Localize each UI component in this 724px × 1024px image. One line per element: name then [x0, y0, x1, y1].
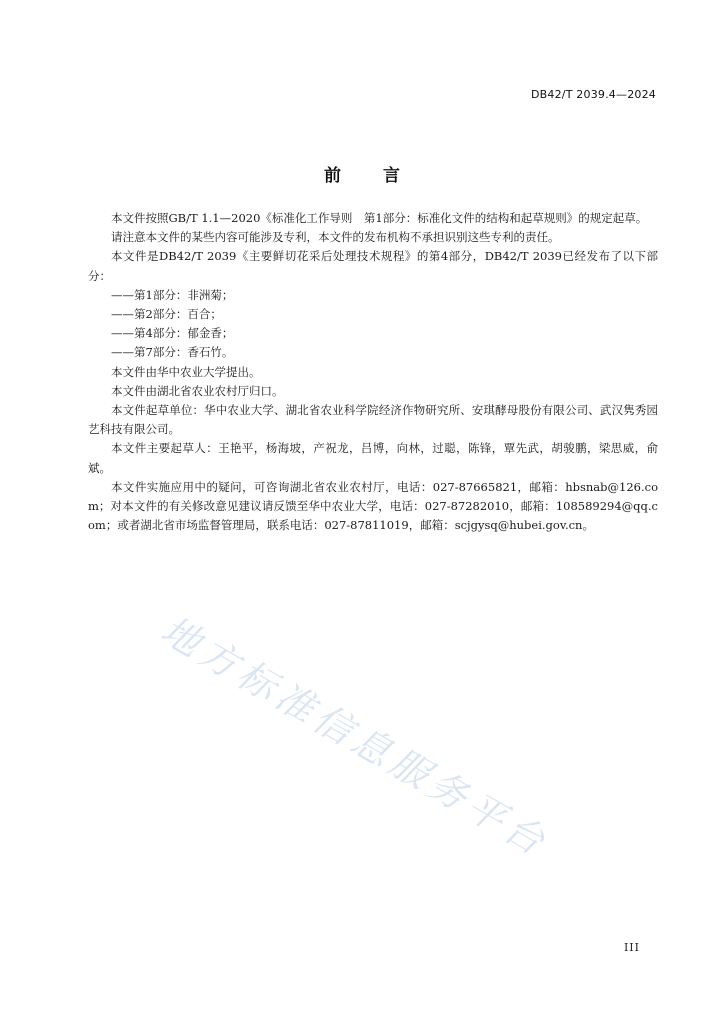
paragraph-administrator: 本文件由湖北省农业农村厅归口。 [111, 383, 284, 398]
paragraph-patent-notice: 请注意本文件的某些内容可能涉及专利，本文件的发布机构不承担识别这些专利的责任。 [111, 230, 560, 245]
page-number: III [623, 941, 640, 954]
paragraph-series-info: 本文件是DB42/T 2039《主要鲜切花采后处理技术规程》的第4部分，DB42/T 2039已经发布了以下部分： [88, 249, 658, 283]
watermark: 地方标准信息服务平台 [153, 607, 557, 866]
list-item-part-7: ——第7部分：香石竹。 [111, 345, 234, 360]
paragraph-contact-info: 本文件实施应用中的疑问，可咨询湖北省农业农村厅，电话：027-87665821，邮箱：hbsnab@126.com；对本文件的有关修改意见建议请反馈至华中农业大学，电话：027-87282010，邮箱：108589294@qq.com；或者湖北省市场监督管理局，联系电话：027-87811019，邮箱：scjgysq@hubei.gov.cn。 [88, 479, 658, 533]
paragraph-drafters: 本文件主要起草人：王艳平，杨海坡，产祝龙，吕博，向林，过聪，陈锋，覃先武，胡骏鹏，梁思威，俞斌。 [88, 441, 658, 475]
list-item-part-1: ——第1部分：非洲菊； [111, 287, 234, 302]
foreword-body [88, 209, 658, 535]
page-title: 前言 [324, 166, 442, 187]
list-item-part-2: ——第2部分：百合； [111, 307, 222, 322]
list-item-part-4: ——第4部分：郁金香； [111, 326, 234, 341]
paragraph-drafting-units: 本文件起草单位：华中农业大学、湖北省农业科学院经济作物研究所、安琪酵母股份有限公司、武汉隽秀园艺科技有限公司。 [88, 403, 658, 437]
document-code: DB42/T 2039.4—2024 [530, 88, 656, 101]
paragraph-proposer: 本文件由华中农业大学提出。 [111, 364, 261, 379]
paragraph-drafting-rules: 本文件按照GB/T 1.1—2020《标准化工作导则 第1部分：标准化文件的结构和起草规则》的规定起草。 [111, 211, 648, 225]
